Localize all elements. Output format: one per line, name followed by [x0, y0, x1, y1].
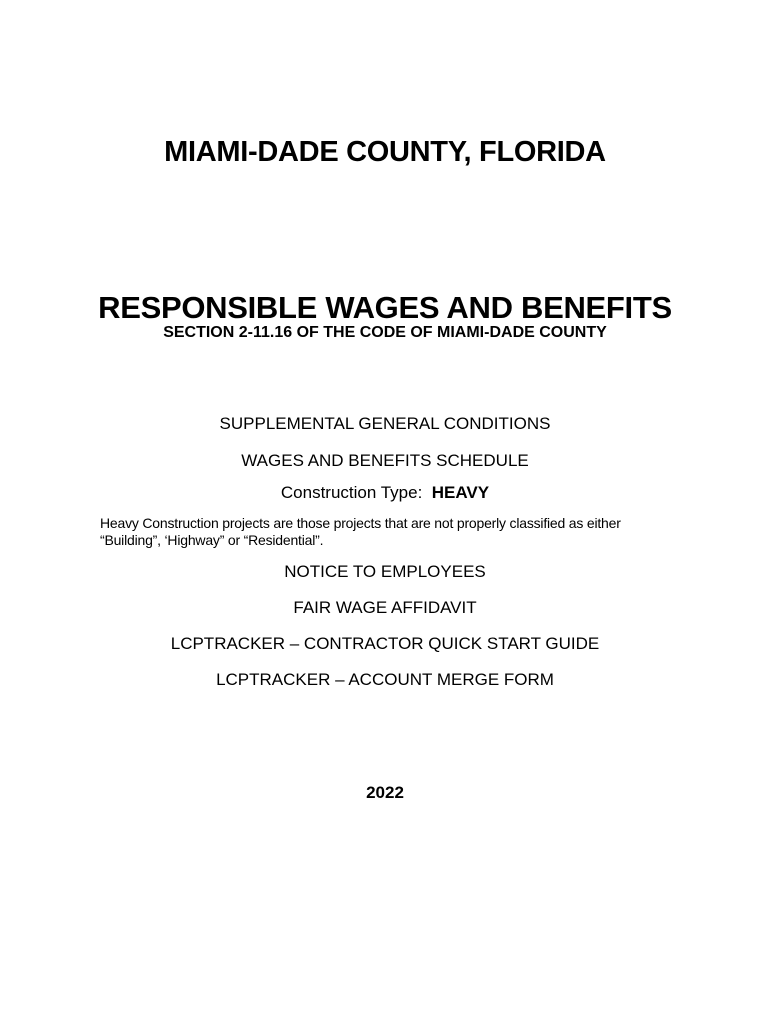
document-year: 2022 [366, 783, 404, 802]
construction-type-description [100, 515, 700, 549]
description-line-2: “Building”, ‘Highway” or “Residential”. [100, 532, 324, 548]
construction-type-line [0, 483, 770, 503]
fair-wage-affidavit-heading: FAIR WAGE AFFIDAVIT [293, 598, 477, 617]
wages-schedule-heading: WAGES AND BENEFITS SCHEDULE [241, 451, 529, 470]
supplemental-conditions-heading: SUPPLEMENTAL GENERAL CONDITIONS [219, 414, 551, 433]
construction-type-label: Construction Type: [280, 483, 423, 502]
main-title: RESPONSIBLE WAGES AND BENEFITS [98, 290, 672, 325]
lcp-account-merge-heading: LCPTRACKER – ACCOUNT MERGE FORM [216, 670, 554, 689]
county-title: MIAMI-DADE COUNTY, FLORIDA [164, 136, 606, 168]
section-subtitle: SECTION 2-11.16 OF THE CODE OF MIAMI-DADE COUNTY [163, 324, 607, 341]
description-line-1: Heavy Construction projects are those projects that are not properly classified as either [100, 515, 621, 531]
notice-to-employees-heading: NOTICE TO EMPLOYEES [284, 562, 486, 581]
lcp-quick-start-heading: LCPTRACKER – CONTRACTOR QUICK START GUIDE [170, 634, 600, 653]
construction-type-value: HEAVY [431, 483, 490, 502]
